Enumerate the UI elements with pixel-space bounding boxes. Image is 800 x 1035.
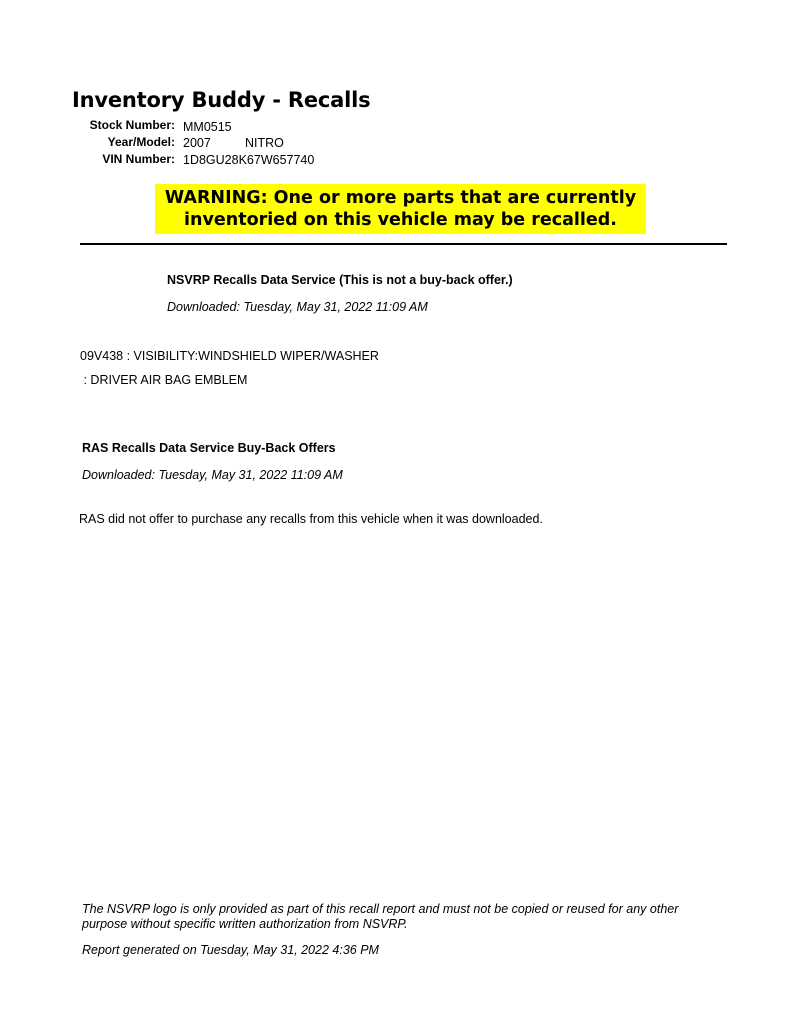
ras-downloaded-date: Downloaded: Tuesday, May 31, 2022 11:09 AM [82,468,343,482]
year-model-label: Year/Model: [107,135,175,149]
recall-warning-banner [155,184,646,234]
ras-section-heading: RAS Recalls Data Service Buy-Back Offers [82,441,336,455]
nsvrp-section-heading: NSVRP Recalls Data Service (This is not a buy-back offer.) [167,273,513,287]
warning-line-1: WARNING: One or more parts that are currently [164,188,637,208]
vin-number-value: 1D8GU28K67W657740 [183,153,315,167]
warning-line-2: inventoried on this vehicle may be recalled. [184,210,617,230]
nsvrp-downloaded-date: Downloaded: Tuesday, May 31, 2022 11:09 AM [167,300,428,314]
nsvrp-logo-disclaimer: The NSVRP logo is only provided as part of this recall report and must not be copied or reused for any other purpose without specific written authorization from NSVRP. [82,902,679,931]
vin-number-label: VIN Number: [102,152,175,166]
recall-item: 09V438 : VISIBILITY:WINDSHIELD WIPER/WASHER [80,349,379,363]
year-value: 2007 [183,136,211,150]
model-value: NITRO [245,136,284,150]
report-generated-date: Report generated on Tuesday, May 31, 2022 4:36 PM [82,943,379,957]
recall-item: : DRIVER AIR BAG EMBLEM [80,373,248,387]
page-title: Inventory Buddy - Recalls [72,88,371,112]
ras-offer-message: RAS did not offer to purchase any recalls from this vehicle when it was downloaded. [79,512,543,526]
stock-number-value: MM0515 [183,120,232,134]
section-divider [80,243,727,245]
stock-number-label: Stock Number: [89,118,175,132]
